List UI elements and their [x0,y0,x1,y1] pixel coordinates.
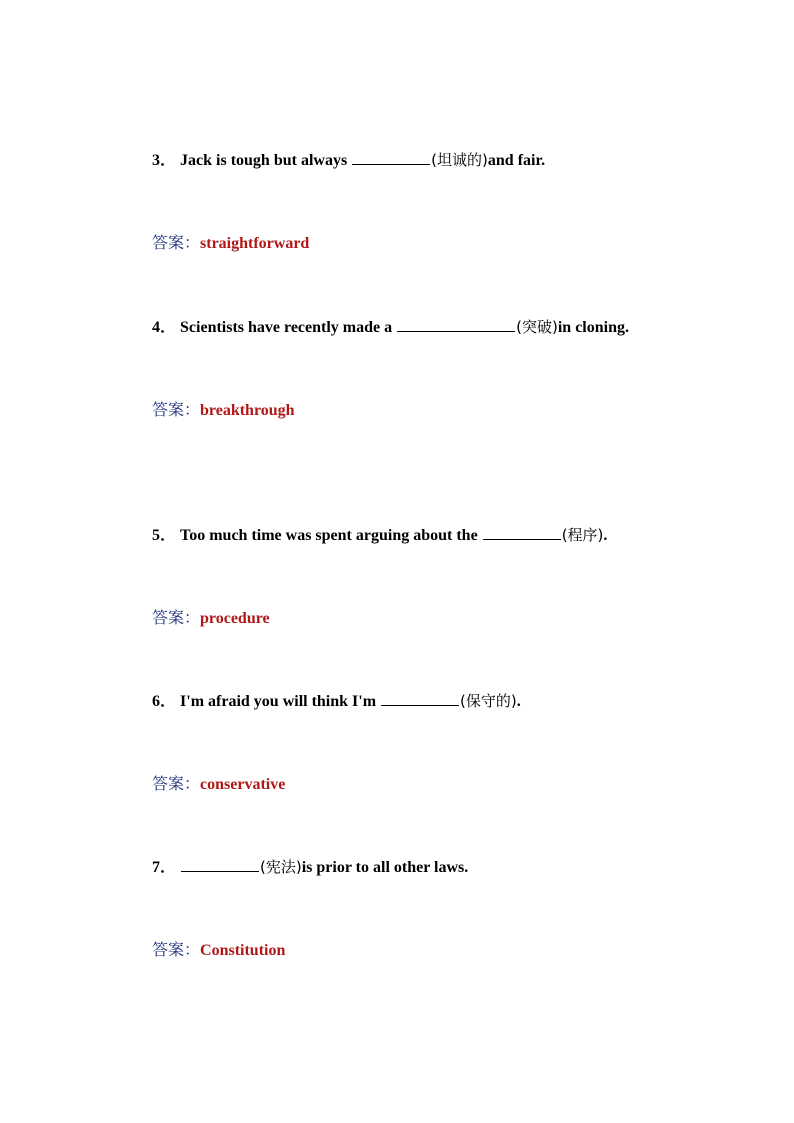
answer-blank [181,857,259,872]
question-text-after: . [603,527,608,544]
answer-text: straightforward [200,235,310,252]
answer-text: conservative [200,776,286,793]
answer-text: breakthrough [200,402,295,419]
question-3 [152,150,545,171]
answer-7 [152,940,285,961]
question-5 [152,525,607,546]
question-text-after: . [516,693,521,710]
answer-blank [397,317,515,332]
question-text-after: is prior to all other laws. [301,859,469,876]
answer-label: 答案： [152,940,201,959]
answer-label: 答案： [152,774,201,793]
question-7 [152,857,468,878]
question-6 [152,691,521,712]
chinese-hint: (突破) [516,318,558,336]
question-4 [152,317,629,338]
question-number: 5． [152,527,177,544]
question-text-after: and fair. [487,152,546,169]
question-number: 7． [152,859,177,876]
chinese-hint: (坦诚的) [431,151,488,169]
answer-blank [381,691,459,706]
question-text-before: Jack is tough but always [180,152,352,169]
question-text-before: Too much time was spent arguing about the [180,527,482,544]
answer-label: 答案： [152,400,201,419]
answer-3 [152,233,309,254]
chinese-hint: (宪法) [260,858,302,876]
question-number: 3． [152,152,177,169]
question-text-before: Scientists have recently made a [180,319,397,336]
answer-5 [152,608,270,629]
question-number: 6． [152,693,177,710]
answer-blank [483,525,561,540]
answer-label: 答案： [152,233,201,252]
chinese-hint: (保守的) [460,692,517,710]
question-text-after: in cloning. [557,319,629,336]
answer-text: procedure [200,610,270,627]
chinese-hint: (程序) [561,526,604,544]
answer-blank [352,150,430,165]
answer-label: 答案： [152,608,201,627]
answer-text: Constitution [200,942,286,959]
question-number: 4． [152,319,177,336]
answer-6 [152,774,285,795]
answer-4 [152,400,295,421]
question-text-before: I'm afraid you will think I'm [180,693,381,710]
